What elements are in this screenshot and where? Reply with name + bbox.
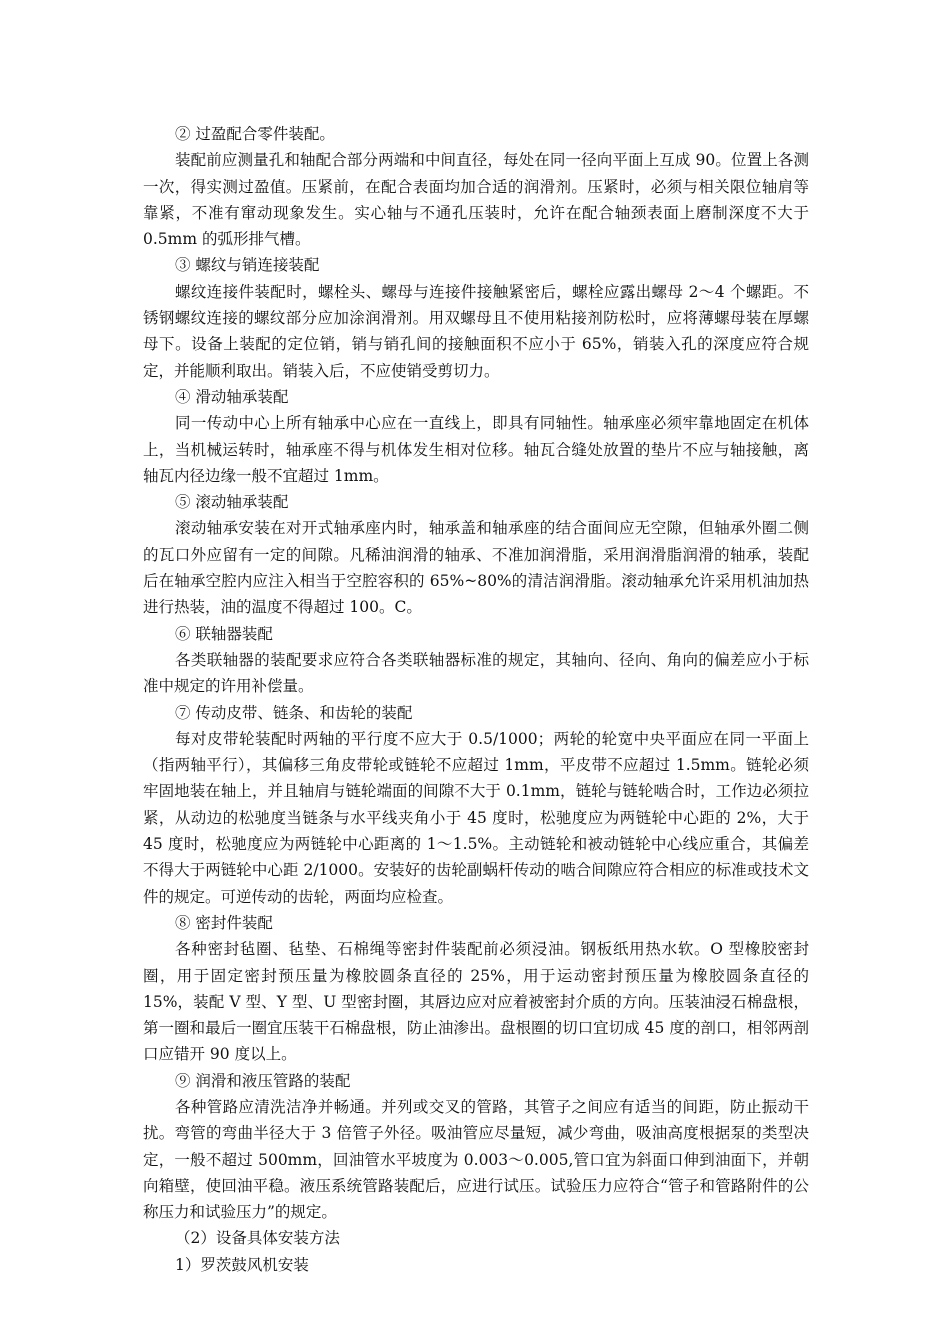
paragraph-coupling: 各类联轴器的装配要求应符合各类联轴器标准的规定，其轴向、径向、角向的偏差应小于标准中规定的许用补偿量。 (143, 650, 809, 696)
paragraph-thread-pin: 螺纹连接件装配时，螺栓头、螺母与连接件接触紧密后，螺栓应露出螺母 2～4 个螺距。不锈钢螺纹连接的螺纹部分应加涂润滑剂。用双螺母且不使用粘接剂防松时，应将薄螺母装在厚螺母下。设备上装配的定位销，销与销孔间的接触面积不应小于 65%，销装入孔的深度应符合规定，并能顺利取出。销装入后，不应使销受剪切力。 (143, 282, 809, 380)
section-heading-coupling: ⑥ 联轴器装配 (175, 624, 273, 643)
paragraph-seal: 各种密封毡圈、毡垫、石棉绳等密封件装配前必须浸油。钢板纸用热水软。O 型橡胶密封圈，用于固定密封预压量为橡胶圆条直径的 25%，用于运动密封预压量为橡胶圆条直径的 15%，装配 V 型、Y 型、U 型密封圈，其唇边应对应着被密封介质的方向。压装油浸石棉盘根，第一圈和最后一圈宜压装干石棉盘根，防止油渗出。盘根圈的切口宜切成 45 度的剖口，相邻两剖口应错开 90 度以上。 (143, 940, 809, 1064)
paragraph-interference-fit: 装配前应测量孔和轴配合部分两端和中间直径，每处在同一径向平面上互成 90。位置上各测一次，得实测过盈值。压紧前，在配合表面均加合适的润滑剂。压紧时，必须与相关限位轴肩等靠紧，不准有窜动现象发生。实心轴与不通孔压装时，允许在配合轴颈表面上磨制深度不大于 0.5mm 的弧形排气槽。 (143, 151, 809, 249)
section-heading-rolling-bearing: ⑤ 滚动轴承装配 (175, 493, 289, 512)
section-heading-installation-methods: （2）设备具体安装方法 (175, 1229, 340, 1248)
section-heading-sliding-bearing: ④ 滑动轴承装配 (175, 387, 289, 406)
paragraph-rolling-bearing: 滚动轴承安装在对开式轴承座内时，轴承盖和轴承座的结合面间应无空隙，但轴承外圈二侧的瓦口外应留有一定的间隙。凡稀油润滑的轴承、不准加润滑脂，采用润滑脂润滑的轴承，装配后在轴承空腔内应注入相当于空腔容积的 65%~80%的清洁润滑脂。滚动轴承允许采用机油加热进行热装，油的温度不得超过 100。C。 (143, 519, 809, 617)
section-heading-interference-fit: ② 过盈配合零件装配。 (175, 125, 335, 143)
section-heading-lubrication-hydraulic: ⑨ 润滑和液压管路的装配 (175, 1071, 351, 1090)
paragraph-belt-chain-gear: 每对皮带轮装配时两轴的平行度不应大于 0.5/1000；两轮的轮宽中央平面应在同一平面上（指两轴平行），其偏移三角皮带轮或链轮不应超过 1mm，平皮带不应超过 1.5mm。链轮必须牢固地装在轴上，并且轴肩与链轮端面的间隙不大于 0.1mm，链轮与链轮啮合时，工作边必须拉紧，从动边的松驰度当链条与水平线夹角小于 45 度时，松驰度应为两链轮中心距的 2%，大于 45 度时，松驰度应为两链轮中心距离的 1～1.5%。主动链轮和被动链轮中心线应重合，其偏差不得大于两链轮中心距 2/1000。安装好的齿轮副蜗杆传动的啮合间隙应符合相应的标准或技术文件的规定。可逆传动的齿轮，两面均应检查。 (143, 729, 809, 906)
section-heading-roots-blower: 1）罗茨鼓风机安装 (175, 1255, 309, 1274)
section-heading-thread-pin: ③ 螺纹与销连接装配 (175, 256, 320, 275)
paragraph-sliding-bearing: 同一传动中心上所有轴承中心应在一直线上，即具有同轴性。轴承座必须牢靠地固定在机体上，当机械运转时，轴承座不得与机体发生相对位移。轴瓦合缝处放置的垫片不应与轴接触，离轴瓦内径边缘一般不宜超过 1mm。 (143, 414, 809, 485)
section-heading-belt-chain-gear: ⑦ 传动皮带、链条、和齿轮的装配 (175, 703, 413, 722)
section-heading-seal: ⑧ 密封件装配 (175, 913, 273, 932)
document-body (143, 121, 809, 1278)
paragraph-lubrication-hydraulic: 各种管路应清洗洁净并畅通。并列或交叉的管路，其管子之间应有适当的间距，防止振动干扰。弯管的弯曲半径大于 3 倍管子外径。吸油管应尽量短，减少弯曲，吸油高度根据泵的类型决定，一般不超过 500mm，回油管水平坡度为 0.003～0.005,管口宜为斜面口伸到油面下，并朝向箱壁，使回油平稳。液压系统管路装配后，应进行试压。试验压力应符合“管子和管路附件的公称压力和试验压力”的规定。 (143, 1097, 809, 1222)
